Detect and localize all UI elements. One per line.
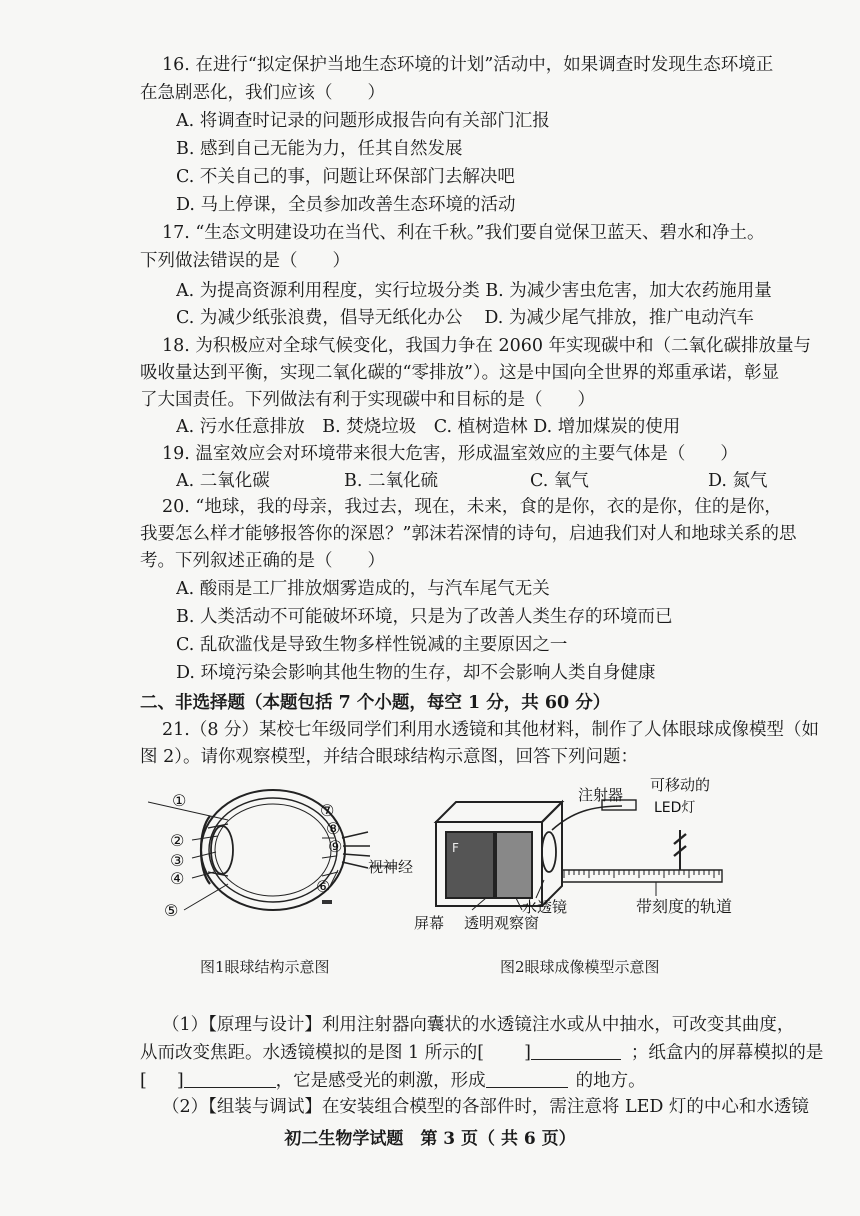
q16-stem-line2: 在急剧恶化，我们应该（ ）: [140, 83, 385, 103]
q19-options: [176, 468, 860, 494]
q17-stem-line2: 下列做法错误的是（ ）: [140, 251, 350, 271]
q16-option-d: D. 马上停课，全员参加改善生态环境的活动: [176, 195, 516, 215]
q18-stem-line1: 18. 为积极应对全球气候变化，我国力争在 2060 年实现碳中和（二氧化碳排放量与: [162, 336, 812, 356]
eye-label-5: ⑤: [164, 901, 179, 920]
answer-blank-1[interactable]: [531, 1041, 621, 1060]
q16-option-a: A. 将调查时记录的问题形成报告向有关部门汇报: [176, 111, 550, 131]
window-label: 透明观察窗: [464, 914, 540, 932]
q20-stem-line1: 20. “地球，我的母亲，我过去，现在，未来，食的是你，衣的是你，住的是你，: [162, 497, 782, 517]
q19-option-a: A. 二氧化碳: [176, 471, 270, 491]
water-lens-label: 水透镜: [522, 898, 568, 916]
track-label: 带刻度的轨道: [636, 897, 733, 916]
sub1-line1: （1）【原理与设计】利用注射器向囊状的水透镜注水或从中抽水，可改变其曲度，: [162, 1015, 795, 1035]
answer-blank-3[interactable]: [486, 1069, 568, 1088]
q20-option-d: D. 环境污染会影响其他生物的生存，却不会影响人类自身健康: [176, 663, 656, 683]
sub2-line1: （2）【组装与调试】在安装组合模型的各部件时，需注意将 LED 灯的中心和水透镜: [162, 1097, 809, 1117]
screen-letter: F: [452, 841, 459, 855]
q17-option-d: D. 为减少尾气排放，推广电动汽车: [484, 308, 754, 328]
q20-stem-line3: 考。下列叙述正确的是（ ）: [140, 551, 385, 571]
q20-option-c: C. 乱砍滥伐是导致生物多样性锐减的主要原因之一: [176, 635, 568, 655]
eye-label-6: ⑥: [316, 877, 331, 896]
q17-option-c: C. 为减少纸张浪费，倡导无纸化办公: [176, 308, 463, 328]
screen-label: 屏幕: [414, 914, 445, 932]
q20-option-b: B. 人类活动不可能破坏环境，只是为了改善人类生存的环境而已: [176, 607, 673, 627]
q17-options-row1: A. 为提高资源利用程度，实行垃圾分类 B. 为减少害虫危害，加大农药施用量: [176, 281, 772, 301]
led-label-line1: 可移动的: [650, 776, 711, 794]
syringe-label: 注射器: [578, 786, 624, 804]
q16-stem-line1: 16. 在进行“拟定保护当地生态环境的计划”活动中，如果调查时发现生态环境正: [162, 55, 774, 75]
q20-option-a: A. 酸雨是工厂排放烟雾造成的，与汽车尾气无关: [176, 579, 550, 599]
q19-option-d: D. 氮气: [708, 471, 768, 491]
q17-stem-line1: 17. “生态文明建设功在当代、利在千秋。”我们要自觉保卫蓝天、碧水和净土。: [162, 223, 765, 243]
fig1-caption: 图1眼球结构示意图: [200, 958, 330, 976]
eye-label-3: ③: [170, 851, 185, 870]
optic-nerve-label: 视神经: [368, 858, 414, 876]
q18-stem-line2: 吸收量达到平衡，实现二氧化碳的“零排放”）。这是中国向全世界的郑重承诺，彰显: [140, 363, 780, 383]
section-heading: 二、非选择题（本题包括 7 个小题，每空 1 分，共 60 分）: [140, 693, 611, 713]
q18-options: A. 污水任意排放 B. 焚烧垃圾 C. 植树造林 D. 增加煤炭的使用: [176, 417, 681, 437]
sub1-line3: [ ] ，它是感受光的刺激，形成 的地方。: [140, 1071, 646, 1091]
eye-label-7: ⑦: [320, 801, 335, 820]
q21-stem-line1: 21.（8 分）某校七年级同学们利用水透镜和其他材料，制作了人体眼球成像模型（如: [162, 720, 820, 740]
q18-stem-line3: 了大国责任。下列做法有利于实现碳中和目标的是（ ）: [140, 390, 595, 410]
eye-label-8: ⑧: [326, 819, 341, 838]
q17-options-row2: [176, 305, 860, 331]
eyeball-diagram: [148, 780, 428, 940]
q16-option-c: C. 不关自己的事，问题让环保部门去解决吧: [176, 167, 515, 187]
eye-label-1: ①: [172, 791, 187, 810]
q19-option-c: C. 氧气: [530, 471, 589, 491]
q19-option-b: B. 二氧化硫: [344, 471, 438, 491]
sub1-line2: 从而改变焦距。水透镜模拟的是图 1 所示的[ ] ；纸盒内的屏幕模拟的是: [140, 1043, 824, 1063]
eye-model-diagram: [412, 772, 742, 942]
led-label-line2: LED灯: [654, 800, 696, 816]
eye-label-4: ④: [170, 869, 185, 888]
q21-stem-line2: 图 2）。请你观察模型，并结合眼球结构示意图，回答下列问题：: [140, 747, 638, 767]
q20-stem-line2: 我要怎么样才能够报答你的深恩？”郭沫若深情的诗句，启迪我们对人和地球关系的思: [140, 524, 797, 544]
eye-label-2: ②: [170, 831, 185, 850]
q16-option-b: B. 感到自己无能为力，任其自然发展: [176, 139, 463, 159]
q19-stem: 19. 温室效应会对环境带来很大危害，形成温室效应的主要气体是（ ）: [162, 444, 738, 464]
page-footer: 初二生物学试题 第 3 页（ 共 6 页）: [284, 1129, 576, 1149]
answer-blank-2[interactable]: [184, 1069, 276, 1088]
eye-label-9: ⑨: [328, 837, 343, 856]
fig2-caption: 图2眼球成像模型示意图: [500, 958, 660, 976]
